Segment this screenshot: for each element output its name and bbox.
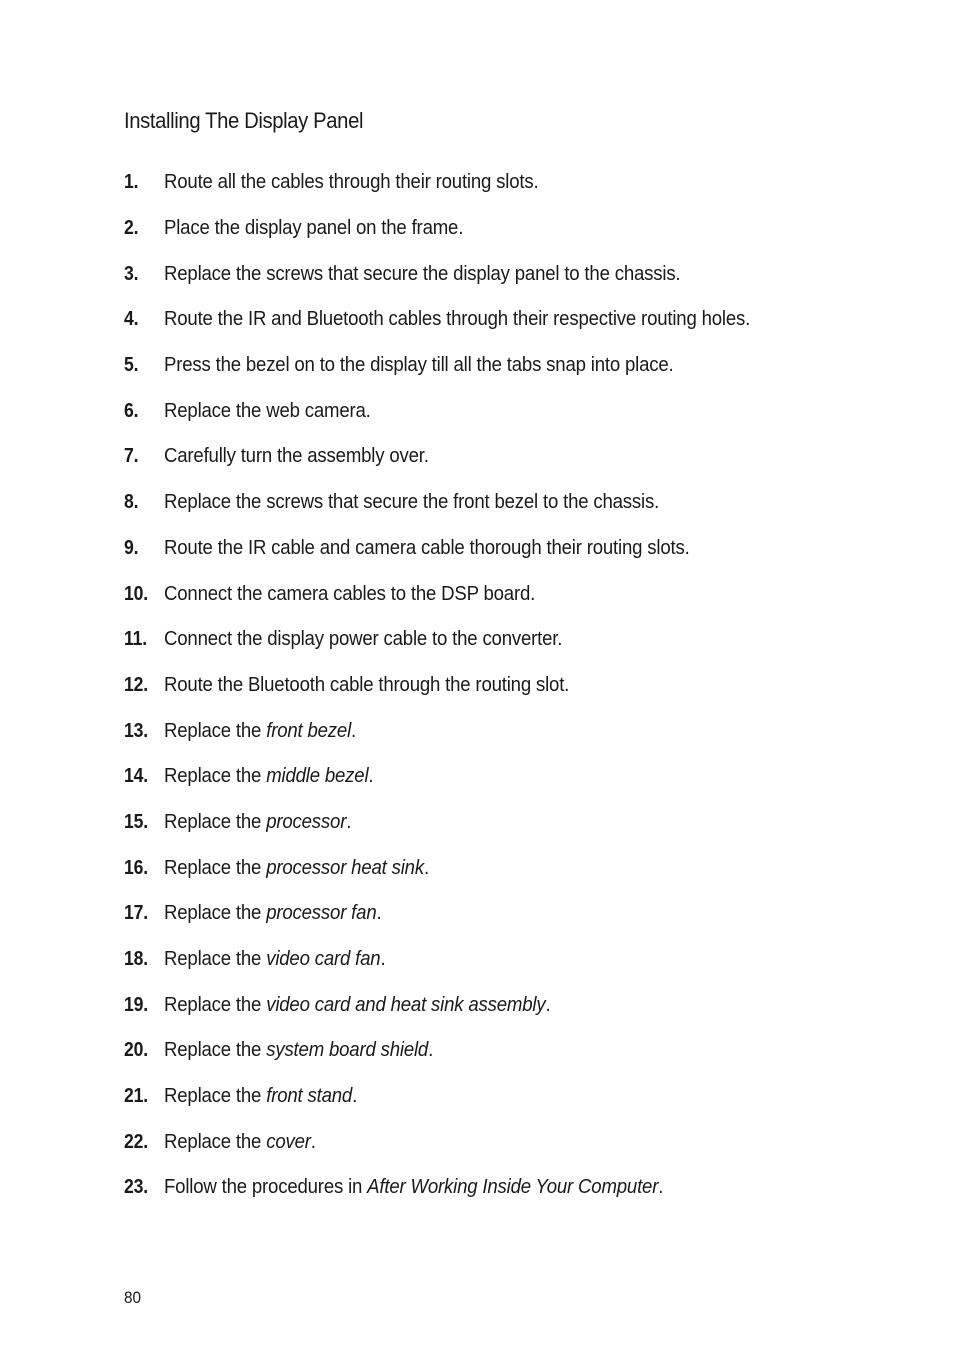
step-number: 14. xyxy=(124,765,148,788)
step-number: 15. xyxy=(124,810,148,833)
step-number: 8. xyxy=(124,491,139,514)
step-number: 17. xyxy=(124,902,148,925)
step-item xyxy=(124,663,924,709)
step-link: After Working Inside Your Computer xyxy=(367,1176,659,1199)
step-link: video card fan xyxy=(266,948,381,971)
step-item xyxy=(124,434,924,480)
step-item xyxy=(124,982,924,1028)
step-item xyxy=(124,800,924,846)
step-item xyxy=(124,480,924,526)
step-number: 5. xyxy=(124,354,139,377)
step-number: 11. xyxy=(124,628,147,651)
step-number: 9. xyxy=(124,536,139,559)
step-item xyxy=(124,1119,924,1165)
step-text: Route the Bluetooth cable through the routing slot. xyxy=(164,673,570,696)
step-number: 3. xyxy=(124,262,139,285)
step-text: Replace the cover. xyxy=(164,1130,316,1153)
step-item xyxy=(124,708,924,754)
step-link: video card and heat sink assembly xyxy=(266,993,546,1016)
step-text: Replace the video card fan. xyxy=(164,948,386,971)
step-link: middle bezel xyxy=(266,765,369,788)
step-item xyxy=(124,251,924,297)
step-text: Follow the procedures in After Working Inside Your Computer. xyxy=(164,1176,664,1199)
step-link: cover xyxy=(266,1130,311,1153)
step-text: Carefully turn the assembly over. xyxy=(164,445,429,468)
step-number: 12. xyxy=(124,673,148,696)
step-text: Replace the video card and heat sink assembly. xyxy=(164,993,551,1016)
step-link: front stand xyxy=(266,1085,353,1108)
step-text: Route the IR cable and camera cable thorough their routing slots. xyxy=(164,536,690,559)
step-item xyxy=(124,891,924,937)
step-link: front bezel xyxy=(266,719,352,742)
step-text: Replace the processor. xyxy=(164,810,352,833)
step-link: processor xyxy=(266,810,347,833)
step-link: system board shield xyxy=(266,1039,429,1062)
step-item xyxy=(124,388,924,434)
step-number: 16. xyxy=(124,856,148,879)
step-number: 19. xyxy=(124,993,148,1016)
step-number: 20. xyxy=(124,1039,148,1062)
step-text: Replace the screws that secure the display panel to the chassis. xyxy=(164,262,681,285)
step-number: 10. xyxy=(124,582,148,605)
step-link: processor fan xyxy=(266,902,377,925)
step-text: Connect the display power cable to the converter. xyxy=(164,628,563,651)
step-text: Replace the processor heat sink. xyxy=(164,856,429,879)
step-text: Replace the processor fan. xyxy=(164,902,382,925)
step-text: Replace the web camera. xyxy=(164,399,371,422)
step-item xyxy=(124,1074,924,1120)
step-text: Replace the screws that secure the front bezel to the chassis. xyxy=(164,491,660,514)
step-number: 1. xyxy=(124,171,139,194)
step-number: 21. xyxy=(124,1085,148,1108)
step-item xyxy=(124,617,924,663)
step-text: Replace the middle bezel. xyxy=(164,765,374,788)
step-text: Route the IR and Bluetooth cables through their respective routing holes. xyxy=(164,308,751,331)
page-title: Installing The Display Panel xyxy=(124,108,364,133)
step-text: Connect the camera cables to the DSP board. xyxy=(164,582,536,605)
step-number: 4. xyxy=(124,308,139,331)
step-text: Place the display panel on the frame. xyxy=(164,217,464,240)
step-number: 22. xyxy=(124,1130,148,1153)
step-text: Route all the cables through their routing slots. xyxy=(164,171,539,194)
step-text: Replace the system board shield. xyxy=(164,1039,434,1062)
step-number: 7. xyxy=(124,445,139,468)
step-item xyxy=(124,1165,924,1211)
procedure-steps-list xyxy=(124,160,924,1211)
step-link: processor heat sink xyxy=(266,856,424,879)
step-text: Replace the front stand. xyxy=(164,1085,358,1108)
step-number: 18. xyxy=(124,948,148,971)
step-number: 23. xyxy=(124,1176,148,1199)
step-text: Replace the front bezel. xyxy=(164,719,357,742)
step-item xyxy=(124,206,924,252)
step-number: 13. xyxy=(124,719,148,742)
step-item xyxy=(124,571,924,617)
step-item xyxy=(124,343,924,389)
step-item xyxy=(124,754,924,800)
page-number: 80 xyxy=(124,1288,142,1307)
step-item xyxy=(124,1028,924,1074)
step-item xyxy=(124,160,924,206)
step-number: 6. xyxy=(124,399,139,422)
step-item xyxy=(124,526,924,572)
step-number: 2. xyxy=(124,217,139,240)
step-item xyxy=(124,297,924,343)
step-item xyxy=(124,845,924,891)
step-text: Press the bezel on to the display till all the tabs snap into place. xyxy=(164,354,674,377)
step-item xyxy=(124,937,924,983)
